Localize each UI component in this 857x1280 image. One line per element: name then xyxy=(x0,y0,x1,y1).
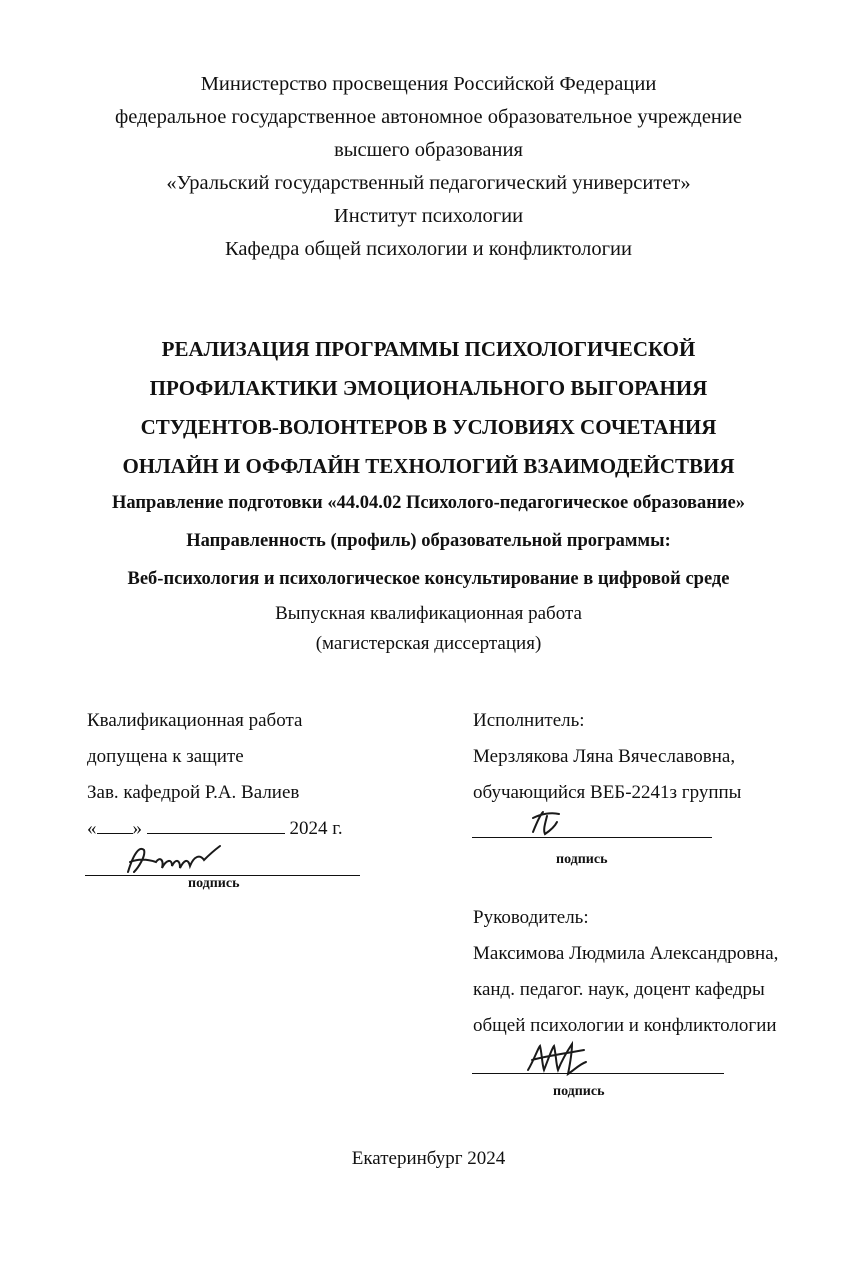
university-name: «Уральский государственный педагогический университет» xyxy=(166,172,691,194)
executor-group: обучающийся ВЕБ-2241з группы xyxy=(473,782,742,803)
thesis-title-line: ОНЛАЙН И ОФФЛАЙН ТЕХНОЛОГИЙ ВЗАИМОДЕЙСТВИЯ xyxy=(122,454,735,478)
institution-header xyxy=(0,68,857,266)
admission-line: допущена к защите xyxy=(87,746,244,767)
supervisor-name: Максимова Людмила Александровна, xyxy=(473,943,779,964)
work-subtype-label: (магистерская диссертация) xyxy=(315,633,542,654)
program-info xyxy=(0,484,857,598)
admission-year: 2024 xyxy=(289,818,328,839)
institution-type: федеральное государственное автономное образовательное учреждение xyxy=(115,106,742,128)
program-direction: Направление подготовки «44.04.02 Психолого-педагогическое образование» xyxy=(112,493,745,513)
work-type xyxy=(0,599,857,659)
executor-label: Исполнитель: xyxy=(473,710,585,731)
thesis-title xyxy=(0,330,857,486)
supervisor-signature-area xyxy=(472,1040,724,1076)
supervisor-block xyxy=(473,900,843,1044)
supervisor-label: Руководитель: xyxy=(473,907,589,928)
year-suffix: г. xyxy=(332,818,343,839)
month-blank xyxy=(147,815,285,834)
quote-close: » xyxy=(132,818,142,839)
department-name: Кафедра общей психологии и конфликтологии xyxy=(224,238,633,260)
education-level: высшего образования xyxy=(334,139,523,161)
thesis-title-line: ПРОФИЛАКТИКИ ЭМОЦИОНАЛЬНОГО ВЫГОРАНИЯ xyxy=(149,376,708,400)
signature-line xyxy=(472,1073,724,1074)
signature-caption: подпись xyxy=(553,1084,605,1099)
program-profile-name: Веб-психология и психологическое консультирование в цифровой среде xyxy=(127,569,730,589)
admission-line: Квалификационная работа xyxy=(87,710,303,731)
signature-caption: подпись xyxy=(556,852,608,867)
signature-caption: подпись xyxy=(188,876,240,891)
handwritten-signature-icon xyxy=(527,808,567,838)
executor-name: Мерзлякова Ляна Вячеславовна, xyxy=(473,746,736,767)
city-year: Екатеринбург 2024 xyxy=(351,1148,506,1169)
thesis-title-line: СТУДЕНТОВ-ВОЛОНТЕРОВ В УСЛОВИЯХ СОЧЕТАНИЯ xyxy=(140,415,717,439)
work-type-label: Выпускная квалификационная работа xyxy=(275,603,582,624)
institute-name: Институт психологии xyxy=(333,205,524,227)
supervisor-degree: канд. педагог. наук, доцент кафедры xyxy=(473,979,765,1000)
ministry-name: Министерство просвещения Российской Федерации xyxy=(200,73,657,95)
quote-open: « xyxy=(87,818,97,839)
signature-line xyxy=(472,837,712,838)
handwritten-signature-icon xyxy=(522,1040,602,1080)
handwritten-signature-icon xyxy=(120,838,240,880)
program-profile-label: Направленность (профиль) образовательной программы: xyxy=(186,531,671,551)
admission-block xyxy=(87,703,407,847)
supervisor-department: общей психологии и конфликтологии xyxy=(473,1015,777,1036)
executor-block xyxy=(473,703,843,811)
thesis-title-line: РЕАЛИЗАЦИЯ ПРОГРАММЫ ПСИХОЛОГИЧЕСКОЙ xyxy=(161,337,696,361)
executor-signature-area xyxy=(472,804,712,838)
admission-head: Зав. кафедрой Р.А. Валиев xyxy=(87,782,300,803)
day-blank xyxy=(97,815,133,834)
